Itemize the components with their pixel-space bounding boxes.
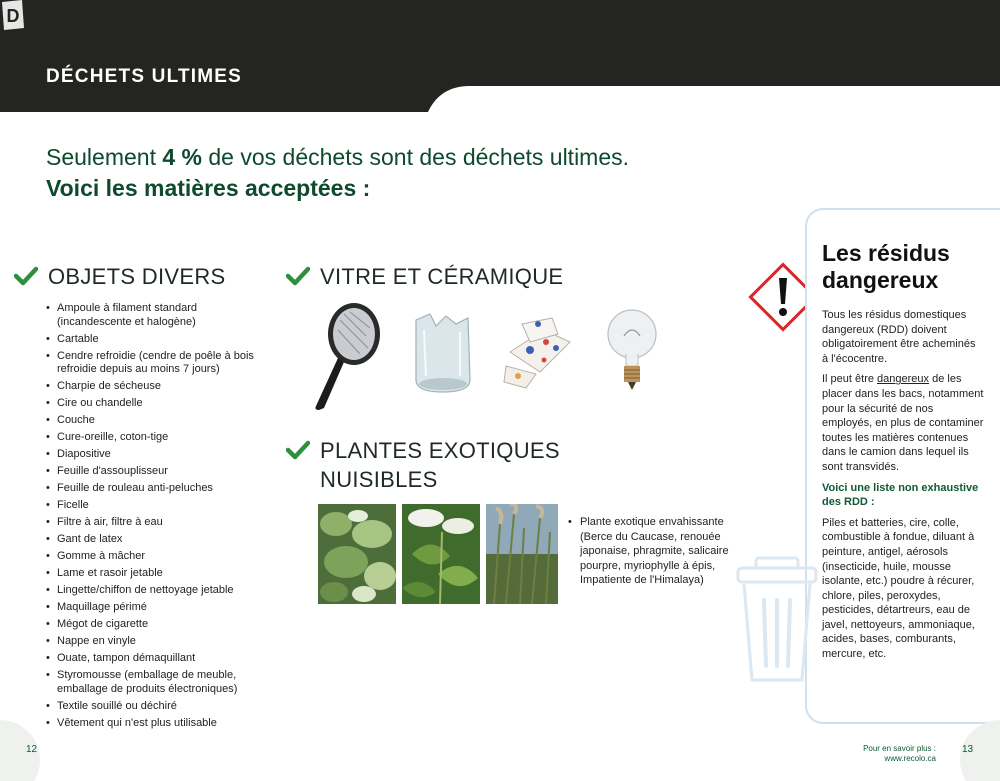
trash-bin-icon — [734, 556, 820, 686]
checkmark-icon — [14, 266, 38, 286]
footer-info — [840, 744, 936, 764]
panel-paragraph-2 — [822, 372, 984, 474]
list-item: • Ampoule à filament standard (incandescente et halogène) — [46, 302, 266, 329]
panel-p2-end: de les placer dans les bacs, notamment pour la sécurité de nos employés, en plus de contaminer toutes les matières contenues dans le camion dans lequel ils sont transvidés. — [822, 373, 984, 473]
checkmark-icon — [286, 266, 310, 286]
list-item: • Charpie de sécheuse — [46, 380, 266, 394]
footer-info-url[interactable]: www.recolo.ca — [884, 754, 936, 763]
list-item: • Lame et rasoir jetable — [46, 567, 266, 581]
plantes-title-line-1: PLANTES EXOTIQUES — [320, 438, 560, 463]
panel-paragraph-3: Voici une liste non exhaustive des RDD : — [822, 481, 979, 509]
list-item: • Feuille de rouleau anti-peluches — [46, 482, 266, 496]
list-item: • Filtre à air, filtre à eau — [46, 516, 266, 530]
panel-paragraph-1: Tous les résidus domestiques dangereux (RDD) doivent obligatoirement être acheminés à l'écocentre. — [822, 309, 976, 365]
brand-logo — [0, 0, 26, 30]
panel-body — [822, 308, 984, 668]
light-bulb-image — [602, 306, 662, 396]
list-item: • Cartable — [46, 333, 266, 347]
checkmark-icon — [286, 440, 310, 460]
list-item: • Ficelle — [46, 499, 266, 513]
page-number-right: 13 — [962, 744, 974, 755]
list-item: • Vêtement qui n'est plus utilisable — [46, 717, 266, 731]
panel-title-line-1: Les résidus — [822, 240, 950, 266]
list-item: • Feuille d'assouplisseur — [46, 465, 266, 479]
vitre-heading — [286, 262, 563, 291]
vitre-title: VITRE ET CÉRAMIQUE — [320, 264, 564, 289]
list-item: • Styromousse (emballage de meuble, emballage de produits électroniques) — [46, 669, 266, 696]
intro-line-2: Voici les matières acceptées : — [46, 175, 371, 201]
knotweed-plant-image — [318, 504, 396, 604]
intro-part2: de vos déchets sont des déchets ultimes. — [202, 144, 630, 170]
list-item: • Mégot de cigarette — [46, 618, 266, 632]
list-item: • Gant de latex — [46, 533, 266, 547]
panel-p2-start: Il peut être — [822, 373, 878, 386]
objets-list — [46, 302, 266, 734]
intro-part1: Seulement — [46, 144, 163, 170]
plantes-heading — [286, 436, 560, 494]
page-title: DÉCHETS ULTIMES — [46, 66, 243, 87]
panel-paragraph-4: Piles et batteries, cire, colle, combustible à fondue, diluant à peinture, antigel, aérosols (insecticide, huile, mousse isolante, etc.) poudre à récurer, chlore, piles, peroxydes, pesticides, détartreurs, eau de javel, nettoyeurs, ammoniaque, acides, bases, comburants, mercure, etc. — [822, 516, 975, 661]
page-header — [0, 0, 1000, 112]
list-item: • Maquillage périmé — [46, 601, 266, 615]
phragmites-image — [486, 504, 558, 604]
header-background — [0, 0, 1000, 112]
list-item: • Cure-oreille, coton-tige — [46, 431, 266, 445]
list-item: • Gomme à mâcher — [46, 550, 266, 564]
intro-text — [46, 142, 629, 204]
mirror-image — [310, 300, 384, 412]
list-item: • Couche — [46, 414, 266, 428]
list-item: • Cire ou chandelle — [46, 397, 266, 411]
plantes-item: • Plante exotique envahissante (Berce du Caucase, renouée japonaise, phragmite, salicaire pourpre, myriophylle à épis, Impatiente de l'Himalaya) — [568, 515, 740, 588]
plantes-title — [320, 436, 560, 494]
panel-title-line-2: dangereux — [822, 267, 939, 293]
plantes-title-line-2: NUISIBLES — [320, 467, 438, 492]
giant-hogweed-image — [402, 504, 480, 604]
list-item: • Lingette/chiffon de nettoyage jetable — [46, 584, 266, 598]
objets-heading — [14, 262, 226, 291]
footer-info-label: Pour en savoir plus : — [863, 744, 936, 753]
list-item: • Diapositive — [46, 448, 266, 462]
list-item: • Ouate, tampon démaquillant — [46, 652, 266, 666]
list-item: • Textile souillé ou déchiré — [46, 700, 266, 714]
intro-line-1 — [46, 142, 629, 173]
panel-p2-underline: dangereux — [877, 373, 930, 386]
broken-glass-image — [410, 310, 476, 396]
logo-letter: D — [6, 6, 20, 26]
panel-title — [822, 240, 950, 294]
broken-ceramic-image — [500, 312, 584, 390]
intro-highlight: 4 % — [162, 144, 202, 170]
list-item: • Cendre refroidie (cendre de poêle à bois refroidie depuis au moins 7 jours) — [46, 350, 266, 377]
page-number-left: 12 — [26, 744, 38, 755]
list-item: • Nappe en vinyle — [46, 635, 266, 649]
objets-title: OBJETS DIVERS — [48, 264, 226, 289]
